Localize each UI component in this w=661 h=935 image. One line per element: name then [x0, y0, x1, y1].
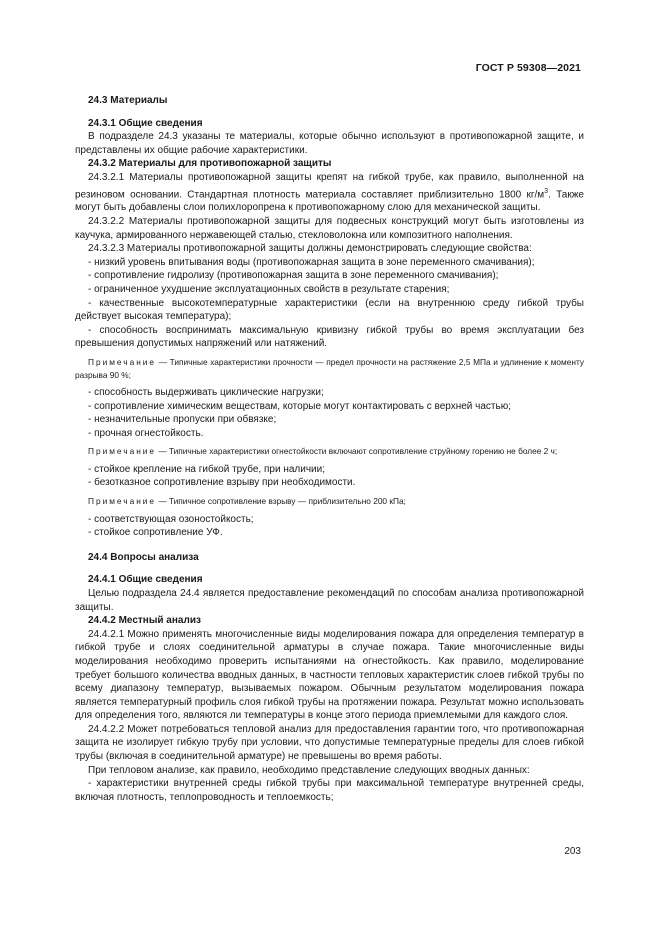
list-item: - стойкое крепление на гибкой трубе, при наличии; [88, 463, 325, 475]
section-24-3-1-text: В подразделе 24.3 указаны те материалы, которые обычно используют в противопожарной защите, и представлены их общие рабочие характеристики. [75, 131, 584, 156]
paragraph-24-3-2-1-tail: . Также могут быть добавлены слои полихлоропрена к противопожарному слою для механической защиты. [75, 188, 584, 214]
list-item: - низкий уровень впитывания воды (противопожарная защита в зоне переменного смачивания); [88, 256, 535, 268]
note-strength [75, 356, 584, 381]
list-item: - незначительные пропуски при обвязке; [88, 414, 277, 426]
note-text: — Типичные характеристики прочности — предел прочности на растяжение 2,5 МПа и удлинение к моменту разрыва 90 %; [75, 357, 584, 380]
page-number: 203 [564, 846, 581, 857]
section-24-3-2-title: 24.3.2 Материалы для противопожарной защиты [88, 158, 332, 170]
paragraph-24-3-2-1-main: 24.3.2.1 Материалы противопожарной защиты крепят на гибкой трубе, как правило, выполненной на резиновом основании. Стандартная плотность материала составляет приблизительно 1800 кг/м [75, 171, 584, 200]
section-24-4-title: 24.4 Вопросы анализа [88, 551, 199, 563]
paragraph-24-3-2-1 [75, 171, 584, 215]
list-item: - соответствующая озоностойкость; [88, 513, 254, 525]
superscript-3: 3 [544, 187, 549, 195]
section-24-4-1-title: 24.4.1 Общие сведения [88, 574, 203, 586]
list-item: - сопротивление химическим веществам, которые могут контактировать с верхней частью; [88, 400, 511, 412]
note-fire-resistance [75, 445, 584, 458]
note-blast-resistance [75, 495, 584, 508]
list-item: - качественные высокотемпературные характеристики (если на внутреннюю среду гибкой трубы действует высокая температура); [75, 297, 584, 323]
list-item: - ограниченное ухудшение эксплуатационных свойств в результате старения; [88, 284, 450, 296]
paragraph-24-4-2-2: 24.4.2.2 Может потребоваться тепловой анализ для предоставления гарантии того, что противопожарная защита не изолирует гибкую трубу при условии, что допустимые температурные пределы для слоев гибкой трубы (включая в соединительной арматуре) не превышены во время работы. [75, 723, 584, 763]
page-body [75, 94, 584, 804]
paragraph-24-3-2-3: 24.3.2.3 Материалы противопожарной защиты должны демонстрировать следующие свойства: [88, 243, 532, 255]
note-text: — Типичное сопротивление взрыву — приблизительно 200 кПа; [156, 496, 406, 507]
document-header: ГОСТ Р 59308—2021 [475, 62, 581, 74]
paragraph-24-4-2-1: 24.4.2.1 Можно применять многочисленные виды моделирования пожара для определения температур в гибкой трубе и слоях соединительной арматуры в случае пожара. Такие многочисленные виды моделирования необходимо проверить испытаниями на огнестойкость. Как правило, моделирование требует большого количества вводных данных, в частности тепловых характеристик слоев гибкой трубы по всему диапазону температур, вызываемых пожаром. Обычным результатом моделирования пожара является температурный профиль слоя гибкой трубы на протяжении пожара. Результат можно использовать для определения того, являются ли температуры в конце этого периода приемлемыми для каждого слоя. [75, 628, 584, 722]
section-24-4-2-title: 24.4.2 Местный анализ [88, 615, 201, 627]
section-24-3-1-title: 24.3.1 Общие сведения [88, 117, 203, 129]
note-label: Примечание [88, 496, 157, 507]
paragraph-24-3-2-2: 24.3.2.2 Материалы противопожарной защиты для подвесных конструкций могут быть изготовлены из каучука, армированного нержавеющей сталью, стекловолокна или композитного наполнения. [75, 216, 584, 241]
note-label: Примечание [88, 357, 157, 368]
list-item: - безотказное сопротивление взрыву при необходимости. [88, 477, 356, 489]
list-item: - характеристики внутренней среды гибкой трубы при максимальной температуре внутренней среды, включая плотность, теплопроводность и теплоемкость; [75, 778, 584, 803]
section-24-3-title: 24.3 Материалы [88, 95, 168, 106]
list-item: - сопротивление гидролизу (противопожарная защита в зоне переменного смачивания); [88, 270, 499, 282]
list-item: - способность выдерживать циклические нагрузки; [88, 387, 324, 399]
paragraph-thermal-inputs: При тепловом анализе, как правило, необходимо представление следующих вводных данных: [88, 764, 530, 776]
list-item: - стойкое сопротивление УФ. [88, 527, 223, 539]
section-24-4-1-text: Целью подраздела 24.4 является предоставление рекомендаций по способам анализа противопожарной защиты. [75, 587, 584, 613]
list-item: - способность воспринимать максимальную кривизну гибкой трубы во время эксплуатации без превышения допустимых напряжений или натяжений. [75, 324, 584, 350]
note-text: — Типичные характеристики огнестойкости включают сопротивление струйному горению не более 2 ч; [156, 446, 558, 457]
note-label: Примечание [88, 446, 157, 457]
list-item: - прочная огнестойкость. [88, 427, 204, 439]
